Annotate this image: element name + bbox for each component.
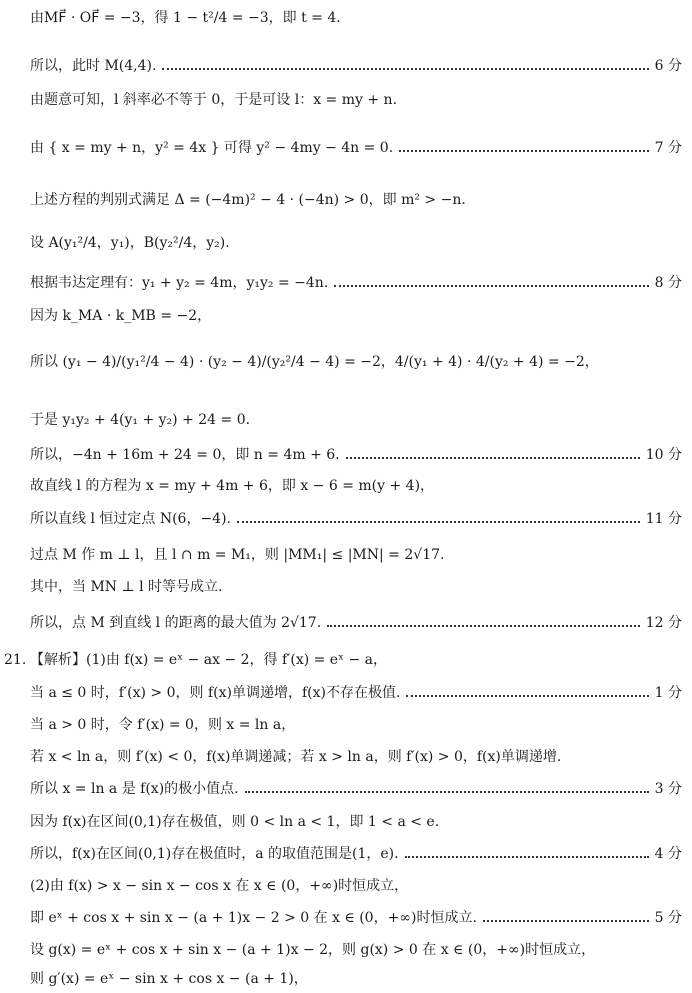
- text-line: 上述方程的判别式满足 Δ = (−4m)² − 4 · (−4n) > 0，即 m² > −n.: [30, 192, 466, 208]
- dot-leader: [327, 625, 640, 627]
- text-line: 其中，当 MN ⊥ l 时等号成立.: [30, 579, 223, 595]
- dot-leader: [245, 791, 649, 793]
- score-label: 12 分: [645, 615, 682, 631]
- text-line: 当 a > 0 时，令 f′(x) = 0，则 x = ln a，: [30, 717, 296, 733]
- score-label: 1 分: [654, 685, 682, 701]
- text-line: 故直线 l 的方程为 x = my + 4m + 6，即 x − 6 = m(y + 4)，: [30, 478, 435, 494]
- score-line: [30, 844, 682, 864]
- text-line: 若 x < ln a，则 f′(x) < 0，f(x)单调递减；若 x > ln a，则 f′(x) > 0，f(x)单调递增.: [30, 749, 562, 765]
- text-line: 则 g′(x) = eˣ − sin x + cos x − (a + 1)，: [30, 971, 308, 987]
- text-line: (2)由 f(x) > x − sin x − cos x 在 x ∈ (0，+∞)时恒成立，: [30, 878, 409, 894]
- score-label: 10 分: [645, 447, 682, 463]
- score-line: [30, 908, 682, 928]
- text-line: 21. 【解析】(1)由 f(x) = eˣ − ax − 2，得 f′(x) = eˣ − a，: [4, 652, 387, 668]
- score-line: [30, 509, 682, 529]
- dot-leader: [346, 457, 640, 459]
- text-line: 过点 M 作 m ⊥ l，且 l ∩ m = M₁，则 |MM₁| ≤ |MN| = 2√17.: [30, 547, 445, 563]
- score-label: 5 分: [654, 910, 682, 926]
- score-line: [30, 779, 682, 799]
- text-line: 由MF⃗ · OF⃗ = −3，得 1 − t²/4 = −3，即 t = 4.: [30, 10, 341, 26]
- text-line: 于是 y₁y₂ + 4(y₁ + y₂) + 24 = 0.: [30, 412, 251, 428]
- score-label: 11 分: [645, 511, 682, 527]
- dot-leader: [406, 695, 648, 697]
- text-line: 因为 k_MA · k_MB = −2，: [30, 308, 212, 324]
- score-label: 8 分: [654, 275, 682, 291]
- text-line: 由题意可知，l 斜率必不等于 0，于是可设 l：x = my + n.: [30, 92, 398, 108]
- score-label: 6 分: [654, 58, 682, 74]
- score-line: [30, 273, 682, 293]
- text-line: 因为 f(x)在区间(0,1)存在极值，则 0 < ln a < 1，即 1 < a < e.: [30, 814, 440, 830]
- dot-leader: [237, 521, 640, 523]
- score-line: [30, 683, 682, 703]
- text-line: 所以 (y₁ − 4)/(y₁²/4 − 4) · (y₂ − 4)/(y₂²/4 − 4) = −2，4/(y₁ + 4) · 4/(y₂ + 4) = −2，: [30, 354, 599, 370]
- dot-leader: [405, 856, 649, 858]
- line-text: 所以，此时 M(4,4).: [30, 58, 157, 74]
- line-text: 所以 x = ln a 是 f(x)的极小值点.: [30, 781, 239, 797]
- dot-leader: [399, 150, 648, 152]
- score-label: 3 分: [654, 781, 682, 797]
- question-number: 21.: [4, 652, 27, 668]
- line-text: 所以，f(x)在区间(0,1)存在极值时，a 的取值范围是(1，e).: [30, 846, 399, 862]
- score-line: [30, 138, 682, 158]
- line-text: 所以，−4n + 16m + 24 = 0，即 n = 4m + 6.: [30, 447, 340, 463]
- score-label: 4 分: [654, 846, 682, 862]
- score-line: [30, 613, 682, 633]
- dot-leader: [162, 68, 648, 70]
- line-text: 所以直线 l 恒过定点 N(6，−4).: [30, 511, 231, 527]
- line-text: 由 { x = my + n，y² = 4x } 可得 y² − 4my − 4n = 0.: [30, 140, 394, 156]
- score-line: [30, 445, 682, 465]
- line-text: 根据韦达定理有：y₁ + y₂ = 4m，y₁y₂ = −4n.: [30, 275, 329, 291]
- line-text: 当 a ≤ 0 时，f′(x) > 0，则 f(x)单调递增，f(x)不存在极值.: [30, 685, 401, 701]
- score-line: [30, 56, 682, 76]
- line-text: 即 eˣ + cos x + sin x − (a + 1)x − 2 > 0 在 x ∈ (0，+∞)时恒成立.: [30, 910, 477, 926]
- dot-leader: [334, 285, 648, 287]
- score-label: 7 分: [654, 140, 682, 156]
- text-line: 设 g(x) = eˣ + cos x + sin x − (a + 1)x − 2，则 g(x) > 0 在 x ∈ (0，+∞)时恒成立，: [30, 942, 596, 958]
- dot-leader: [483, 920, 649, 922]
- line-text: 所以，点 M 到直线 l 的距离的最大值为 2√17.: [30, 615, 322, 631]
- text-line: 设 A(y₁²/4，y₁)，B(y₂²/4，y₂).: [30, 235, 230, 251]
